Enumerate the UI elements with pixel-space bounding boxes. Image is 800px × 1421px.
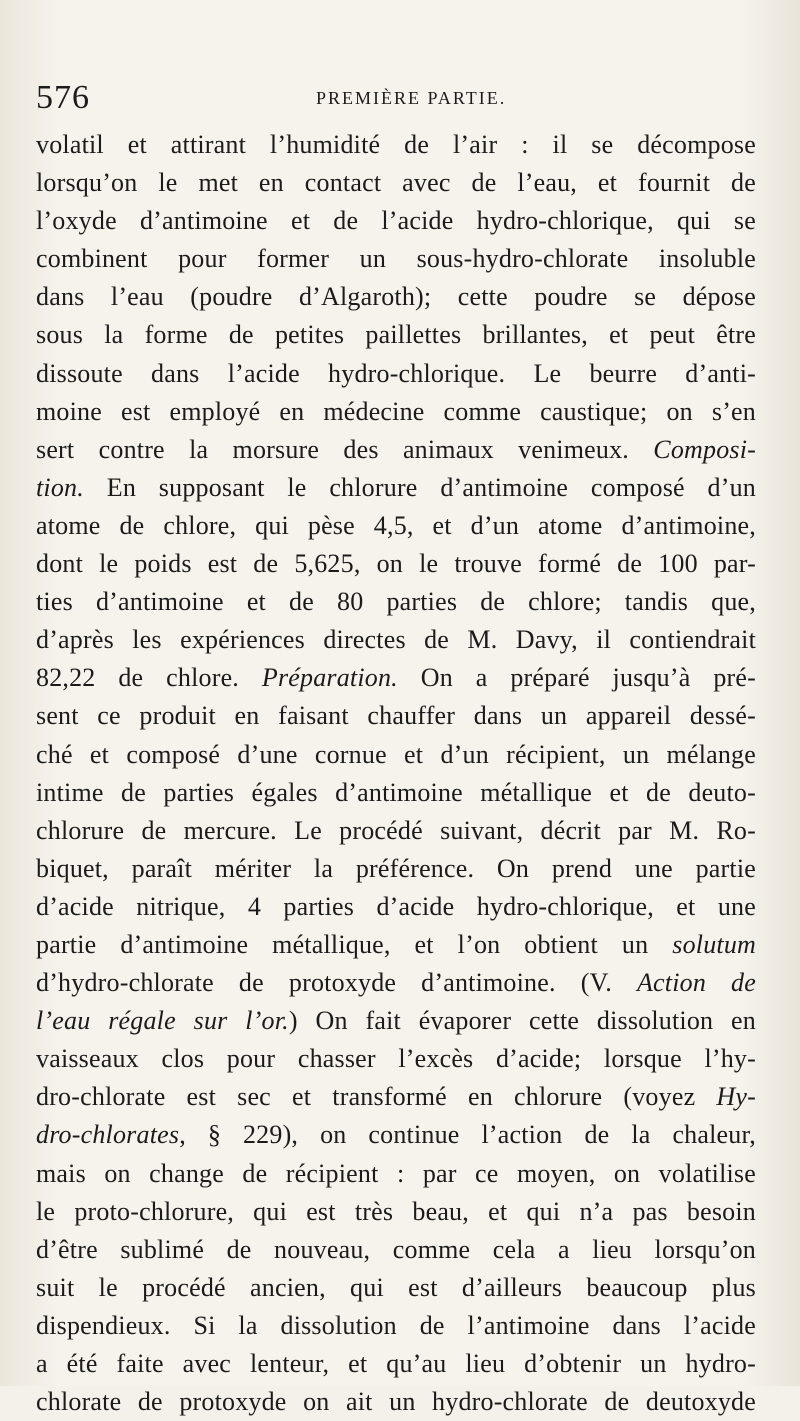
italic-text: Composi- — [653, 434, 756, 464]
text-run: moine est employé en médecine comme caustique; on s’en — [36, 396, 756, 426]
text-line — [36, 774, 756, 812]
text-run: sous la forme de petites paillettes brillantes, et peut être — [36, 320, 756, 350]
text-run: dro-chlorate est sec et transformé en chlorure (voyez — [36, 1082, 717, 1112]
text-line — [36, 697, 756, 735]
italic-text: tion. — [36, 472, 84, 502]
text-run: partie d’antimoine métallique, et l’on obtient un — [36, 929, 673, 959]
text-run: chlorate de protoxyde on ait un hydro-chlorate de deutoxyde — [36, 1387, 756, 1417]
page-number: 576 — [36, 79, 90, 116]
text-run: dispendieux. Si la dissolution de l’antimoine dans l’acide — [36, 1310, 756, 1340]
text-run: dans l’eau (poudre d’Algaroth); cette poudre se dépose — [36, 282, 756, 312]
italic-text: Action de — [636, 968, 756, 998]
text-run: chlorure de mercure. Le procédé suivant, décrit par M. Ro- — [36, 815, 756, 845]
text-line — [36, 736, 756, 774]
text-run: a été faite avec lenteur, et qu’au lieu d’obtenir un hydro- — [36, 1349, 756, 1378]
text-run: d’hydro-chlorate de protoxyde d’antimoine. (V. — [36, 968, 637, 998]
text-run: lorsqu’on le met en contact avec de l’eau, et fournit de — [36, 168, 756, 198]
text-line — [36, 1345, 756, 1383]
text-line — [36, 202, 756, 240]
text-line — [36, 126, 756, 164]
text-run: mais on change de récipient : par ce moyen, on volatilise — [36, 1158, 756, 1188]
text-line — [36, 659, 756, 697]
text-run: d’après les expériences directes de M. Davy, il contiendrait — [36, 625, 756, 655]
text-line — [36, 1116, 756, 1154]
text-run: vaisseaux clos pour chasser l’excès d’acide; lorsque l’hy- — [36, 1044, 756, 1074]
text-line — [36, 1002, 756, 1040]
text-run: ) On fait évaporer cette dissolution en — [288, 1006, 756, 1036]
text-line — [36, 469, 756, 507]
text-line — [36, 1231, 756, 1269]
text-line — [36, 431, 756, 469]
text-run: On a préparé jusqu’à pré- — [397, 663, 756, 693]
text-line — [36, 1040, 756, 1078]
text-run: combinent pour former un sous-hydro-chlorate insoluble — [36, 244, 756, 274]
italic-text: Hy- — [716, 1082, 756, 1112]
text-run: En supposant le chlorure d’antimoine composé d’un — [83, 472, 756, 502]
text-line — [36, 583, 756, 621]
text-line — [36, 1193, 756, 1231]
text-run: le proto-chlorure, qui est très beau, et qui n’a pas besoin — [36, 1196, 756, 1226]
text-run: , § 229), on continue l’action de la chaleur, — [179, 1120, 756, 1150]
text-run: suit le procédé ancien, qui est d’ailleurs beaucoup plus — [36, 1272, 756, 1302]
text-line — [36, 1078, 756, 1116]
text-run: ties d’antimoine et de 80 parties de chlore; tandis que, — [36, 587, 756, 617]
text-line — [36, 964, 756, 1002]
text-line — [36, 1383, 756, 1421]
text-line — [36, 812, 756, 850]
text-run: volatil et attirant l’humidité de l’air : il se décompose — [36, 130, 756, 159]
italic-text: Préparation. — [261, 663, 398, 693]
italic-text: dro-chlorates — [36, 1120, 180, 1150]
text-line — [36, 621, 756, 659]
text-run: d’être sublimé de nouveau, comme cela a lieu lorsqu’on — [36, 1234, 756, 1264]
text-line — [36, 1307, 756, 1345]
text-line — [36, 393, 756, 431]
text-line — [36, 545, 756, 583]
text-run: l’oxyde d’antimoine et de l’acide hydro-chlorique, qui se — [36, 206, 756, 236]
text-line — [36, 1155, 756, 1193]
text-line — [36, 926, 756, 964]
text-line — [36, 507, 756, 545]
text-line — [36, 164, 756, 202]
text-run: dont le poids est de 5,625, on le trouve formé de 100 par- — [36, 549, 756, 579]
text-run: biquet, paraît mériter la préférence. On prend une partie — [36, 853, 756, 883]
text-line — [36, 355, 756, 393]
text-run: ché et composé d’une cornue et d’un récipient, un mélange — [36, 739, 756, 769]
text-line — [36, 1269, 756, 1307]
text-run: atome de chlore, qui pèse 4,5, et d’un atome d’antimoine, — [36, 510, 756, 540]
body-text — [36, 126, 756, 1421]
text-line — [36, 240, 756, 278]
text-line — [36, 278, 756, 316]
text-line — [36, 850, 756, 888]
italic-text: solutum — [672, 929, 756, 959]
text-run: d’acide nitrique, 4 parties d’acide hydro-chlorique, et une — [36, 891, 756, 921]
text-run: sert contre la morsure des animaux venimeux. — [36, 434, 654, 464]
text-run: dissoute dans l’acide hydro-chlorique. Le beurre d’anti- — [36, 358, 756, 388]
page-header — [36, 78, 756, 118]
italic-text: l’eau régale sur l’or. — [36, 1006, 289, 1036]
text-run: intime de parties égales d’antimoine métallique et de deuto- — [36, 777, 756, 807]
text-run: 82,22 de chlore. — [36, 663, 262, 693]
text-run: sent ce produit en faisant chauffer dans un appareil dessé- — [36, 701, 756, 731]
text-line — [36, 316, 756, 354]
text-line — [36, 888, 756, 926]
running-head: PREMIÈRE PARTIE. — [316, 88, 507, 108]
